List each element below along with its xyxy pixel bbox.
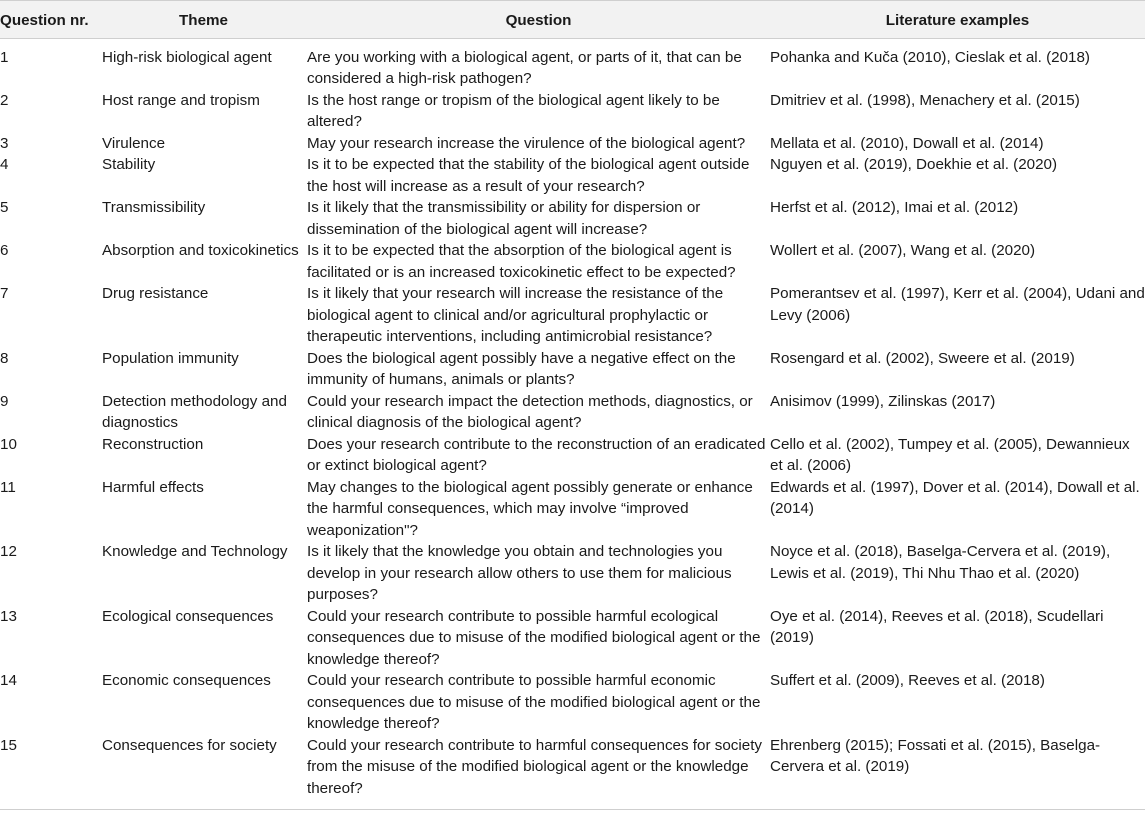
literature-cell: Oye et al. (2014), Reeves et al. (2018), Scudellari (2019) bbox=[770, 607, 1104, 646]
question-cell: Does your research contribute to the reconstruction of an eradicated or extinct biological agent? bbox=[307, 435, 766, 474]
question-number-cell: 15 bbox=[0, 736, 17, 754]
header-question-number: Question nr. bbox=[0, 12, 89, 29]
question-number-cell: 5 bbox=[0, 199, 9, 216]
literature-cell: Edwards et al. (1997), Dover et al. (2014), Dowall et al. (2014) bbox=[770, 478, 1140, 517]
question-number-cell: 3 bbox=[0, 134, 9, 152]
question-number-cell: 12 bbox=[0, 543, 17, 560]
question-cell: Is it to be expected that the stability of the biological agent outside the host will increase as a result of your research? bbox=[307, 156, 750, 195]
literature-cell: Ehrenberg (2015); Fossati et al. (2015), Baselga-Cervera et al. (2019) bbox=[770, 736, 1101, 775]
question-cell: Could your research impact the detection methods, diagnostics, or clinical diagnosis of the biological agent? bbox=[307, 392, 753, 431]
literature-cell: Suffert et al. (2009), Reeves et al. (2018) bbox=[770, 672, 1045, 689]
literature-cell: Rosengard et al. (2002), Sweere et al. (2019) bbox=[770, 349, 1075, 367]
question-number-cell: 1 bbox=[0, 48, 9, 66]
literature-cell: Cello et al. (2002), Tumpey et al. (2005), Dewannieux et al. (2006) bbox=[770, 435, 1130, 474]
theme-cell: Economic consequences bbox=[102, 672, 271, 689]
table-row bbox=[0, 477, 1145, 542]
theme-cell: Drug resistance bbox=[102, 285, 209, 302]
question-cell: May your research increase the virulence of the biological agent? bbox=[307, 134, 746, 152]
question-cell: May changes to the biological agent possibly generate or enhance the harmful consequences, which may involve “improved weaponization"? bbox=[307, 478, 753, 539]
question-number-cell: 11 bbox=[0, 478, 16, 496]
table-row bbox=[0, 38, 1145, 90]
theme-cell: Reconstruction bbox=[102, 435, 204, 453]
question-number-cell: 8 bbox=[0, 349, 9, 367]
theme-cell: Transmissibility bbox=[102, 199, 206, 216]
question-cell: Is it likely that the transmissibility or ability for dispersion or dissemination of the biological agent will increase? bbox=[307, 199, 701, 238]
theme-cell: Absorption and toxicokinetics bbox=[102, 242, 299, 259]
table-row bbox=[0, 606, 1145, 671]
question-number-cell: 14 bbox=[0, 672, 17, 689]
literature-cell: Pohanka and Kuča (2010), Cieslak et al. (2018) bbox=[770, 48, 1090, 66]
table-row bbox=[0, 541, 1145, 606]
table-row bbox=[0, 670, 1145, 735]
question-cell: Is it likely that the knowledge you obtain and technologies you develop in your research allow others to use them for malicious purposes? bbox=[307, 543, 732, 603]
theme-cell: Population immunity bbox=[102, 349, 239, 367]
table-row bbox=[0, 391, 1145, 434]
question-number-cell: 4 bbox=[0, 156, 9, 173]
question-cell: Is it likely that your research will increase the resistance of the biological agent to clinical and/or agricultural prophylactic or therapeutic interventions, including antimicrobial resistance? bbox=[307, 285, 724, 345]
question-cell: Is it to be expected that the absorption of the biological agent is facilitated or is an increased toxicokinetic effect to be expected? bbox=[307, 242, 736, 281]
question-cell: Could your research contribute to harmful consequences for society from the misuse of the modified biological agent or the knowledge thereof? bbox=[307, 736, 763, 797]
header-literature: Literature examples bbox=[885, 12, 1030, 29]
question-number-cell: 2 bbox=[0, 91, 9, 109]
literature-cell: Herfst et al. (2012), Imai et al. (2012) bbox=[770, 199, 1019, 216]
header-question: Question bbox=[505, 12, 572, 29]
table-row bbox=[0, 348, 1145, 391]
literature-cell: Mellata et al. (2010), Dowall et al. (2014) bbox=[770, 134, 1044, 152]
literature-cell: Dmitriev et al. (1998), Menachery et al. (2015) bbox=[770, 91, 1080, 109]
question-number-cell: 7 bbox=[0, 285, 9, 302]
theme-cell: Knowledge and Technology bbox=[102, 543, 288, 560]
theme-cell: Ecological consequences bbox=[102, 607, 274, 625]
question-number-cell: 10 bbox=[0, 435, 17, 453]
question-cell: Could your research contribute to possible harmful economic consequences due to misuse of the modified biological agent or the knowledge thereof? bbox=[307, 672, 761, 732]
header-theme: Theme bbox=[179, 12, 228, 29]
table-row bbox=[0, 197, 1145, 240]
table-row bbox=[0, 283, 1145, 348]
question-number-cell: 13 bbox=[0, 607, 17, 625]
table-header bbox=[0, 1, 1145, 39]
literature-cell: Nguyen et al. (2019), Doekhie et al. (2020) bbox=[770, 156, 1058, 173]
header-row bbox=[0, 1, 1145, 39]
table-row bbox=[0, 154, 1145, 197]
question-cell: Are you working with a biological agent, or parts of it, that can be considered a high-risk pathogen? bbox=[307, 48, 742, 87]
question-number-cell: 6 bbox=[0, 242, 9, 259]
table-row bbox=[0, 240, 1145, 283]
question-number-cell: 9 bbox=[0, 392, 9, 410]
table-row bbox=[0, 90, 1145, 133]
theme-cell: Detection methodology and diagnostics bbox=[102, 392, 287, 431]
question-cell: Could your research contribute to possible harmful ecological consequences due to misuse of the modified biological agent or the knowledge thereof? bbox=[307, 607, 761, 668]
theme-cell: Virulence bbox=[102, 134, 166, 152]
literature-cell: Anisimov (1999), Zilinskas (2017) bbox=[770, 392, 996, 410]
theme-cell: Harmful effects bbox=[102, 478, 204, 496]
question-cell: Is the host range or tropism of the biological agent likely to be altered? bbox=[307, 91, 720, 130]
literature-cell: Pomerantsev et al. (1997), Kerr et al. (2004), Udani and Levy (2006) bbox=[770, 285, 1145, 324]
theme-cell: Consequences for society bbox=[102, 736, 277, 754]
table-row bbox=[0, 133, 1145, 155]
theme-cell: High-risk biological agent bbox=[102, 48, 272, 66]
theme-cell: Host range and tropism bbox=[102, 91, 260, 109]
table-body bbox=[0, 38, 1145, 810]
theme-cell: Stability bbox=[102, 156, 156, 173]
table-row bbox=[0, 735, 1145, 810]
literature-cell: Noyce et al. (2018), Baselga-Cervera et al. (2019), Lewis et al. (2019), Thi Nhu Thao et al. (2020) bbox=[770, 543, 1111, 582]
literature-cell: Wollert et al. (2007), Wang et al. (2020) bbox=[770, 242, 1036, 259]
table-row bbox=[0, 434, 1145, 477]
question-cell: Does the biological agent possibly have a negative effect on the immunity of humans, animals or plants? bbox=[307, 349, 736, 388]
